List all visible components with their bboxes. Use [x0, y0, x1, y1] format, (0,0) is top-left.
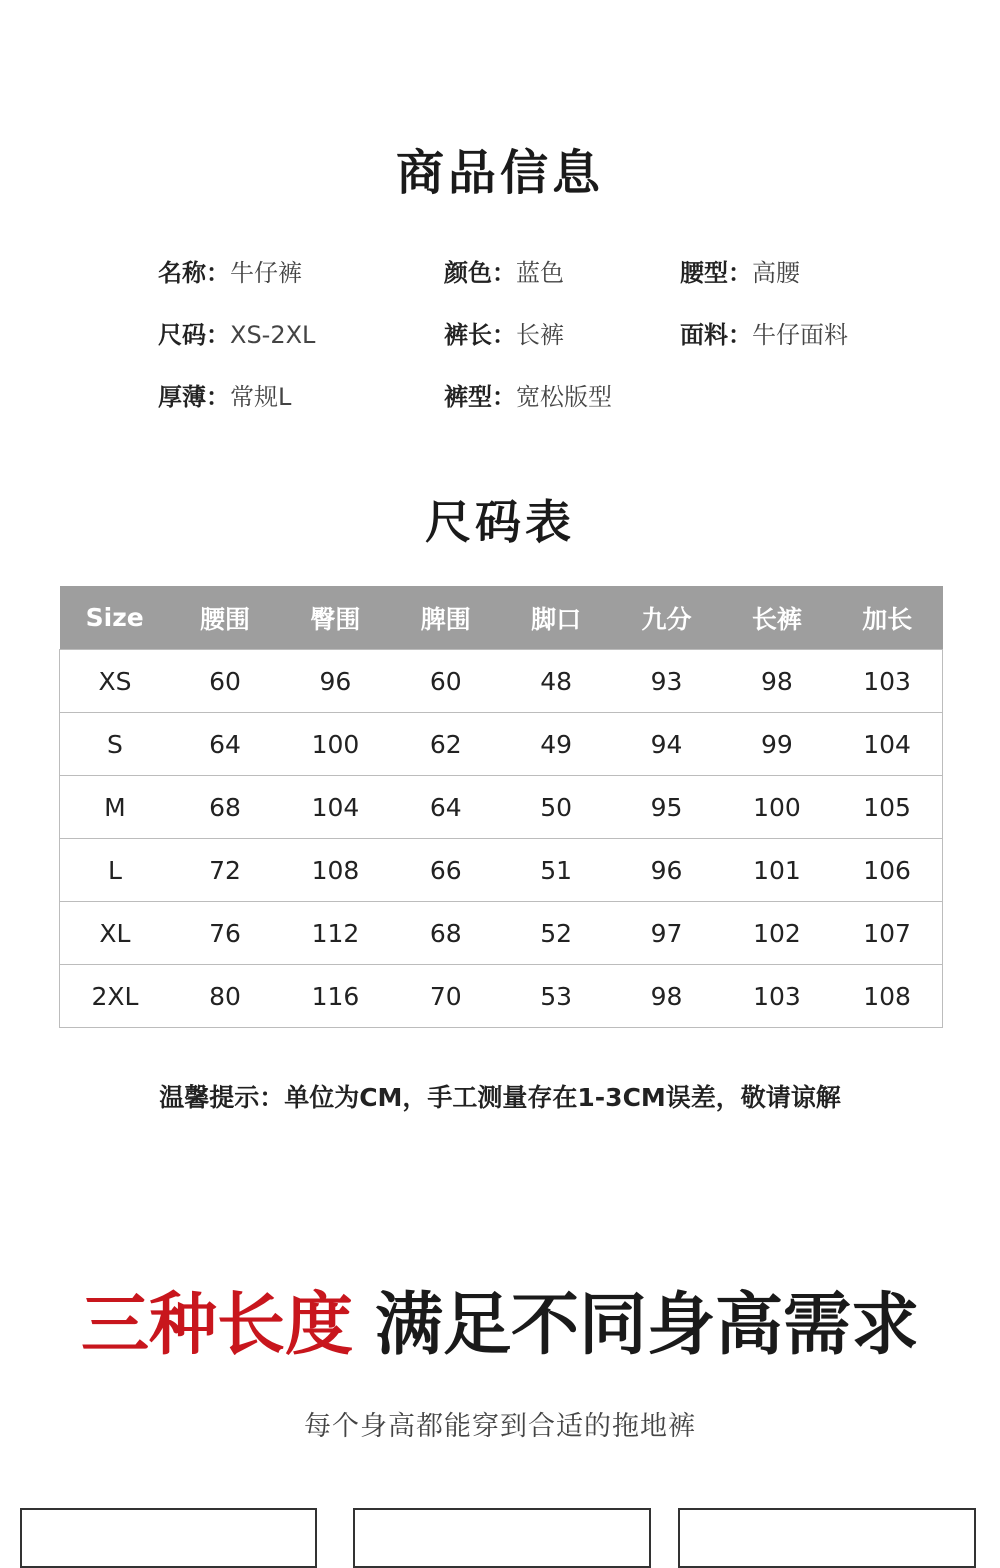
table-cell: L	[60, 839, 170, 902]
size-chart-table	[59, 586, 943, 1028]
table-cell: 48	[501, 650, 611, 713]
info-value: XS-2XL	[230, 321, 316, 349]
header-cell-long: 长裤	[722, 586, 832, 650]
info-value: 高腰	[752, 259, 800, 287]
header-cell-extra-long: 加长	[832, 586, 942, 650]
table-cell: 112	[280, 902, 390, 965]
info-value: 蓝色	[516, 259, 564, 287]
header-cell-hip: 臀围	[280, 586, 390, 650]
table-cell: 50	[501, 776, 611, 839]
table-cell: 62	[391, 713, 501, 776]
header-cell-ninth: 九分	[611, 586, 721, 650]
banner-black-text: 满足不同身高需求	[375, 1286, 920, 1365]
table-row	[60, 713, 943, 776]
table-cell: 98	[722, 650, 832, 713]
table-cell: XS	[60, 650, 170, 713]
length-banner	[0, 1286, 1000, 1366]
table-cell: 100	[280, 713, 390, 776]
table-cell: 100	[722, 776, 832, 839]
measurement-tip: 温馨提示：单位为CM，手工测量存在1-3CM误差，敬请谅解	[159, 1083, 841, 1112]
table-cell: S	[60, 713, 170, 776]
size-chart-title: 尺码表	[425, 495, 575, 549]
header-cell-hem: 脚口	[501, 586, 611, 650]
table-header-row	[60, 586, 943, 650]
table-cell: 64	[391, 776, 501, 839]
info-item-fabric	[680, 318, 848, 352]
table-cell: 103	[832, 650, 942, 713]
table-cell: 104	[832, 713, 942, 776]
table-cell: M	[60, 776, 170, 839]
info-item-name	[158, 256, 302, 290]
table-cell: 116	[280, 965, 390, 1028]
table-cell: 60	[170, 650, 280, 713]
table-cell: 60	[391, 650, 501, 713]
table-cell: 76	[170, 902, 280, 965]
table-row	[60, 776, 943, 839]
product-info-title: 商品信息	[395, 145, 604, 201]
info-item-color	[444, 256, 564, 290]
info-label: 面料：	[680, 321, 752, 349]
table-cell: 106	[832, 839, 942, 902]
table-cell: 64	[170, 713, 280, 776]
image-frame-right	[678, 1508, 976, 1568]
table-cell: 93	[611, 650, 721, 713]
info-item-length	[444, 318, 564, 352]
table-cell: 105	[832, 776, 942, 839]
table-row	[60, 902, 943, 965]
info-value: 牛仔面料	[752, 321, 848, 349]
table-cell: 70	[391, 965, 501, 1028]
image-frame-middle	[353, 1508, 651, 1568]
info-item-thickness	[158, 380, 291, 414]
info-label: 裤长：	[444, 321, 516, 349]
table-cell: XL	[60, 902, 170, 965]
table-cell: 80	[170, 965, 280, 1028]
table-cell: 104	[280, 776, 390, 839]
info-item-fit	[444, 380, 612, 414]
table-cell: 66	[391, 839, 501, 902]
table-cell: 2XL	[60, 965, 170, 1028]
table-cell: 53	[501, 965, 611, 1028]
banner-subtitle: 每个身高都能穿到合适的拖地裤	[304, 1411, 696, 1442]
table-cell: 96	[280, 650, 390, 713]
info-item-size	[158, 318, 315, 352]
info-label: 腰型：	[680, 259, 752, 287]
table-cell: 101	[722, 839, 832, 902]
info-value: 牛仔裤	[230, 259, 302, 287]
info-label: 尺码：	[158, 321, 230, 349]
info-item-waist-type	[680, 256, 800, 290]
table-cell: 108	[280, 839, 390, 902]
info-label: 厚薄：	[158, 383, 230, 411]
table-row	[60, 965, 943, 1028]
header-cell-waist: 腰围	[170, 586, 280, 650]
header-cell-thigh: 脾围	[391, 586, 501, 650]
table-cell: 96	[611, 839, 721, 902]
table-cell: 103	[722, 965, 832, 1028]
table-cell: 72	[170, 839, 280, 902]
table-cell: 51	[501, 839, 611, 902]
table-cell: 107	[832, 902, 942, 965]
table-cell: 98	[611, 965, 721, 1028]
table-cell: 102	[722, 902, 832, 965]
table-row	[60, 650, 943, 713]
table-cell: 95	[611, 776, 721, 839]
table-cell: 68	[391, 902, 501, 965]
banner-red-text: 三种长度	[80, 1286, 353, 1365]
image-frame-left	[20, 1508, 317, 1568]
info-value: 常规L	[230, 383, 292, 411]
table-cell: 49	[501, 713, 611, 776]
info-value: 长裤	[516, 321, 564, 349]
header-cell-size: Size	[60, 586, 170, 650]
info-label: 名称：	[158, 259, 230, 287]
info-label: 颜色：	[444, 259, 516, 287]
table-cell: 68	[170, 776, 280, 839]
table-cell: 99	[722, 713, 832, 776]
table-cell: 52	[501, 902, 611, 965]
table-cell: 108	[832, 965, 942, 1028]
info-value: 宽松版型	[516, 383, 612, 411]
table-cell: 97	[611, 902, 721, 965]
table-row	[60, 839, 943, 902]
info-label: 裤型：	[444, 383, 516, 411]
table-cell: 94	[611, 713, 721, 776]
